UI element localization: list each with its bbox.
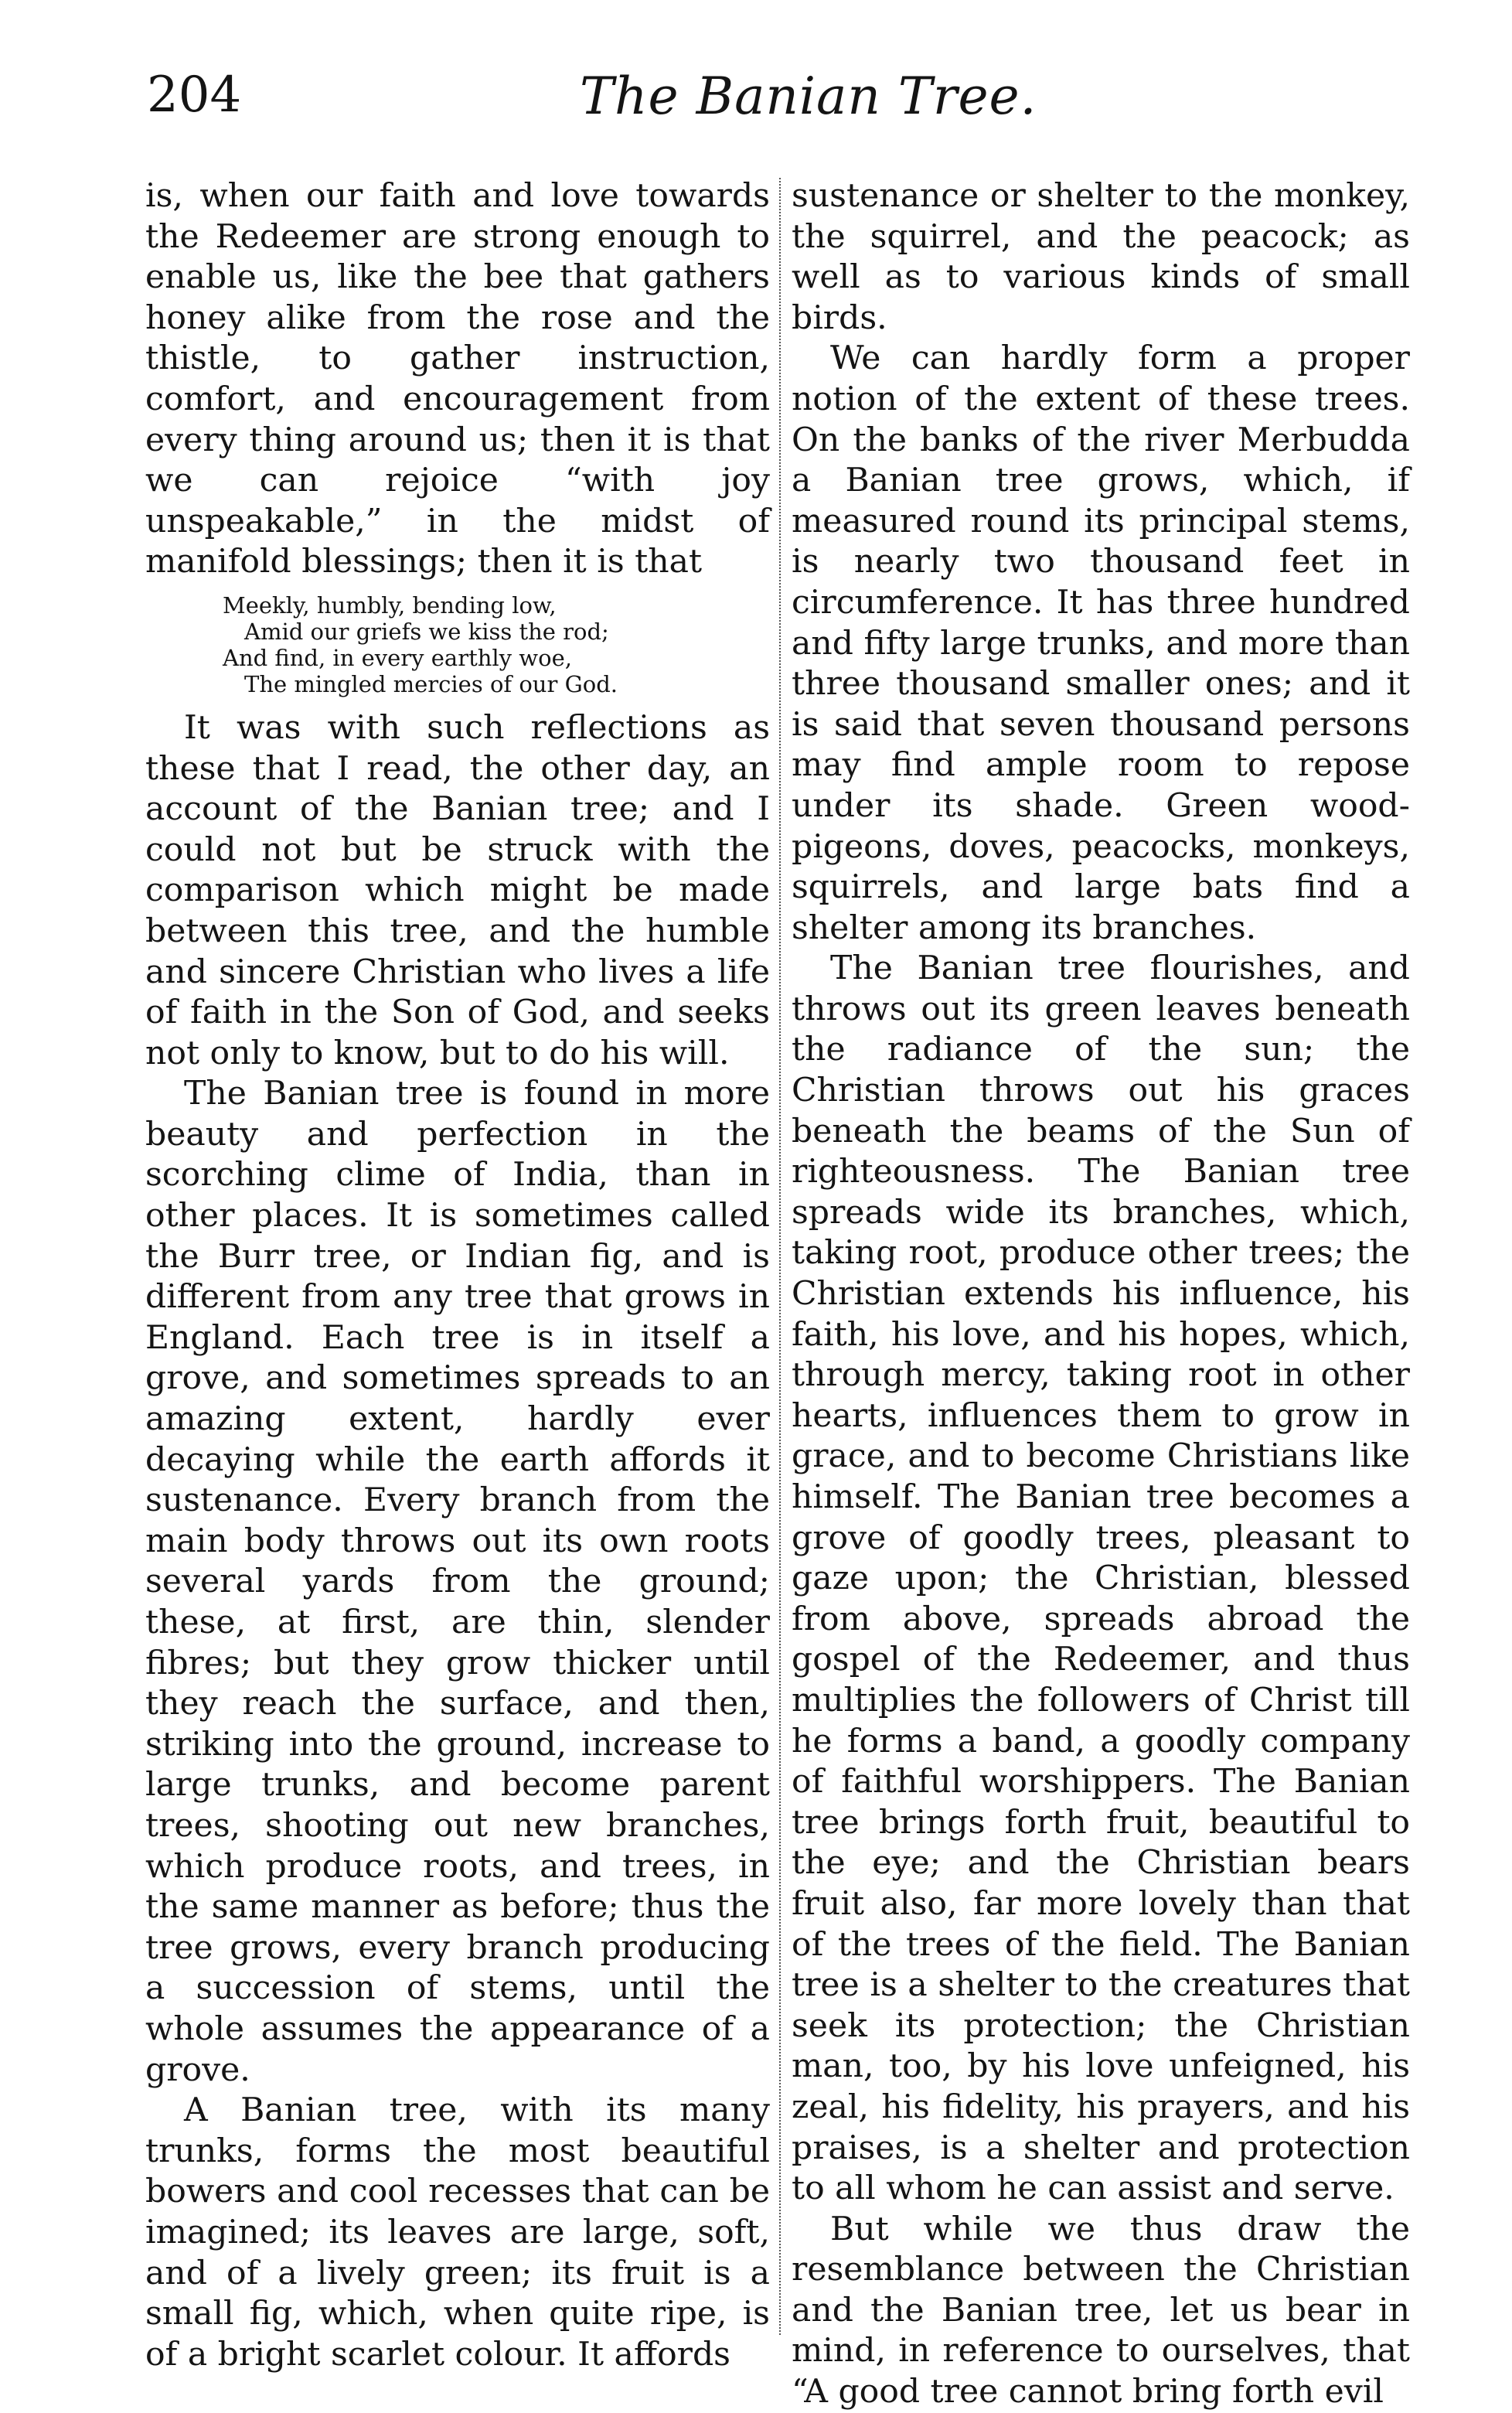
right-paragraph-1: sustenance or shelter to the monkey, the squirrel, and the peacock; as well as to various kinds of small birds. <box>792 177 1410 337</box>
verse-quotation <box>145 592 770 697</box>
left-column <box>145 176 770 2375</box>
right-paragraph-2: We can hardly form a proper notion of the extent of these trees. On the banks of the river Merbudda a Banian tree grows, which, if measured round its principal stems, is nearly two thousand feet in circumference. It has three hundred and fifty large trunks, and more than three thousand smaller ones; and it is said that seven thousand persons may find ample room to repose under its shade. Green wood-pigeons, doves, peacocks, monkeys, squirrels, and large bats find a shelter among its branches. <box>792 339 1410 947</box>
left-paragraph-1: is, when our faith and love towards the Redeemer are strong enough to enable us, like the bee that gathers honey alike from the rose and the thistle, to gather instruction, comfort, and encouragement from every thing around us; then it is that we can rejoice “with joy unspeakable,” in the midst of manifold blessings; then it is that <box>145 177 770 581</box>
left-paragraph-4: A Banian tree, with its many trunks, forms the most beautiful bowers and cool recesses that can be imagined; its leaves are large, soft, and of a lively green; its fruit is a small fig, which, when quite ripe, is of a bright scarlet colour. It affords <box>145 2091 770 2374</box>
right-column <box>792 176 1410 2413</box>
verse-line-2: Amid our griefs we kiss the rod; <box>244 618 609 645</box>
running-title: The Banian Tree. <box>580 66 1037 126</box>
page-number: 204 <box>147 66 242 124</box>
column-divider <box>779 178 781 2335</box>
page-header <box>147 66 1415 152</box>
right-paragraph-4: But while we thus draw the resemblance between the Christian and the Banian tree, let us bear in mind, in reference to ourselves, that “A good tree cannot bring forth evil <box>792 2210 1410 2411</box>
left-paragraph-3: The Banian tree is found in more beauty and perfection in the scorching clime of India, than in other places. It is sometimes called the Burr tree, or Indian fig, and is different from any tree that grows in England. Each tree is in itself a grove, and sometimes spreads to an amazing extent, hardly ever decaying while the earth affords it sustenance. Every branch from the main body throws out its own roots several yards from the ground; these, at first, are thin, slender fibres; but they grow thicker until they reach the surface, and then, striking into the ground, increase to large trunks, and become parent trees, shooting out new branches, which produce roots, and trees, in the same manner as before; thus the tree grows, every branch producing a succession of stems, until the whole assumes the appearance of a grove. <box>145 1075 770 2089</box>
left-paragraph-2: It was with such reflections as these that I read, the other day, an account of the Banian tree; and I could not but be struck with the comparison which might be made between this tree, and the humble and sincere Christian who lives a life of faith in the Son of God, and seeks not only to know, but to do his will. <box>145 708 770 1072</box>
right-paragraph-3: The Banian tree flourishes, and throws out its green leaves beneath the radiance of the sun; the Christian throws out his graces beneath the beams of the Sun of righteousness. The Banian tree spreads wide its branches, which, taking root, produce other trees; the Christian extends his influence, his faith, his love, and his hopes, which, through mercy, taking root in other hearts, influences them to grow in grace, and to become Christians like himself. The Banian tree becomes a grove of goodly trees, pleasant to gaze upon; the Christian, blessed from above, spreads abroad the gospel of the Redeemer, and thus multiplies the followers of Christ till he forms a band, a goodly company of faithful worshippers. The Banian tree brings forth fruit, beautiful to the eye; and the Christian bears fruit also, far more lovely than that of the trees of the field. The Banian tree is a shelter to the creatures that seek its protection; the Christian man, too, by his love unfeigned, his zeal, his fidelity, his prayers, and his praises, is a shelter and protection to all whom he can assist and serve. <box>792 949 1410 2208</box>
verse-line-4: The mingled mercies of our God. <box>244 670 618 697</box>
verse-line-3: And find, in every earthly woe, <box>223 644 572 671</box>
verse-line-1: Meekly, humbly, bending low, <box>223 591 557 619</box>
